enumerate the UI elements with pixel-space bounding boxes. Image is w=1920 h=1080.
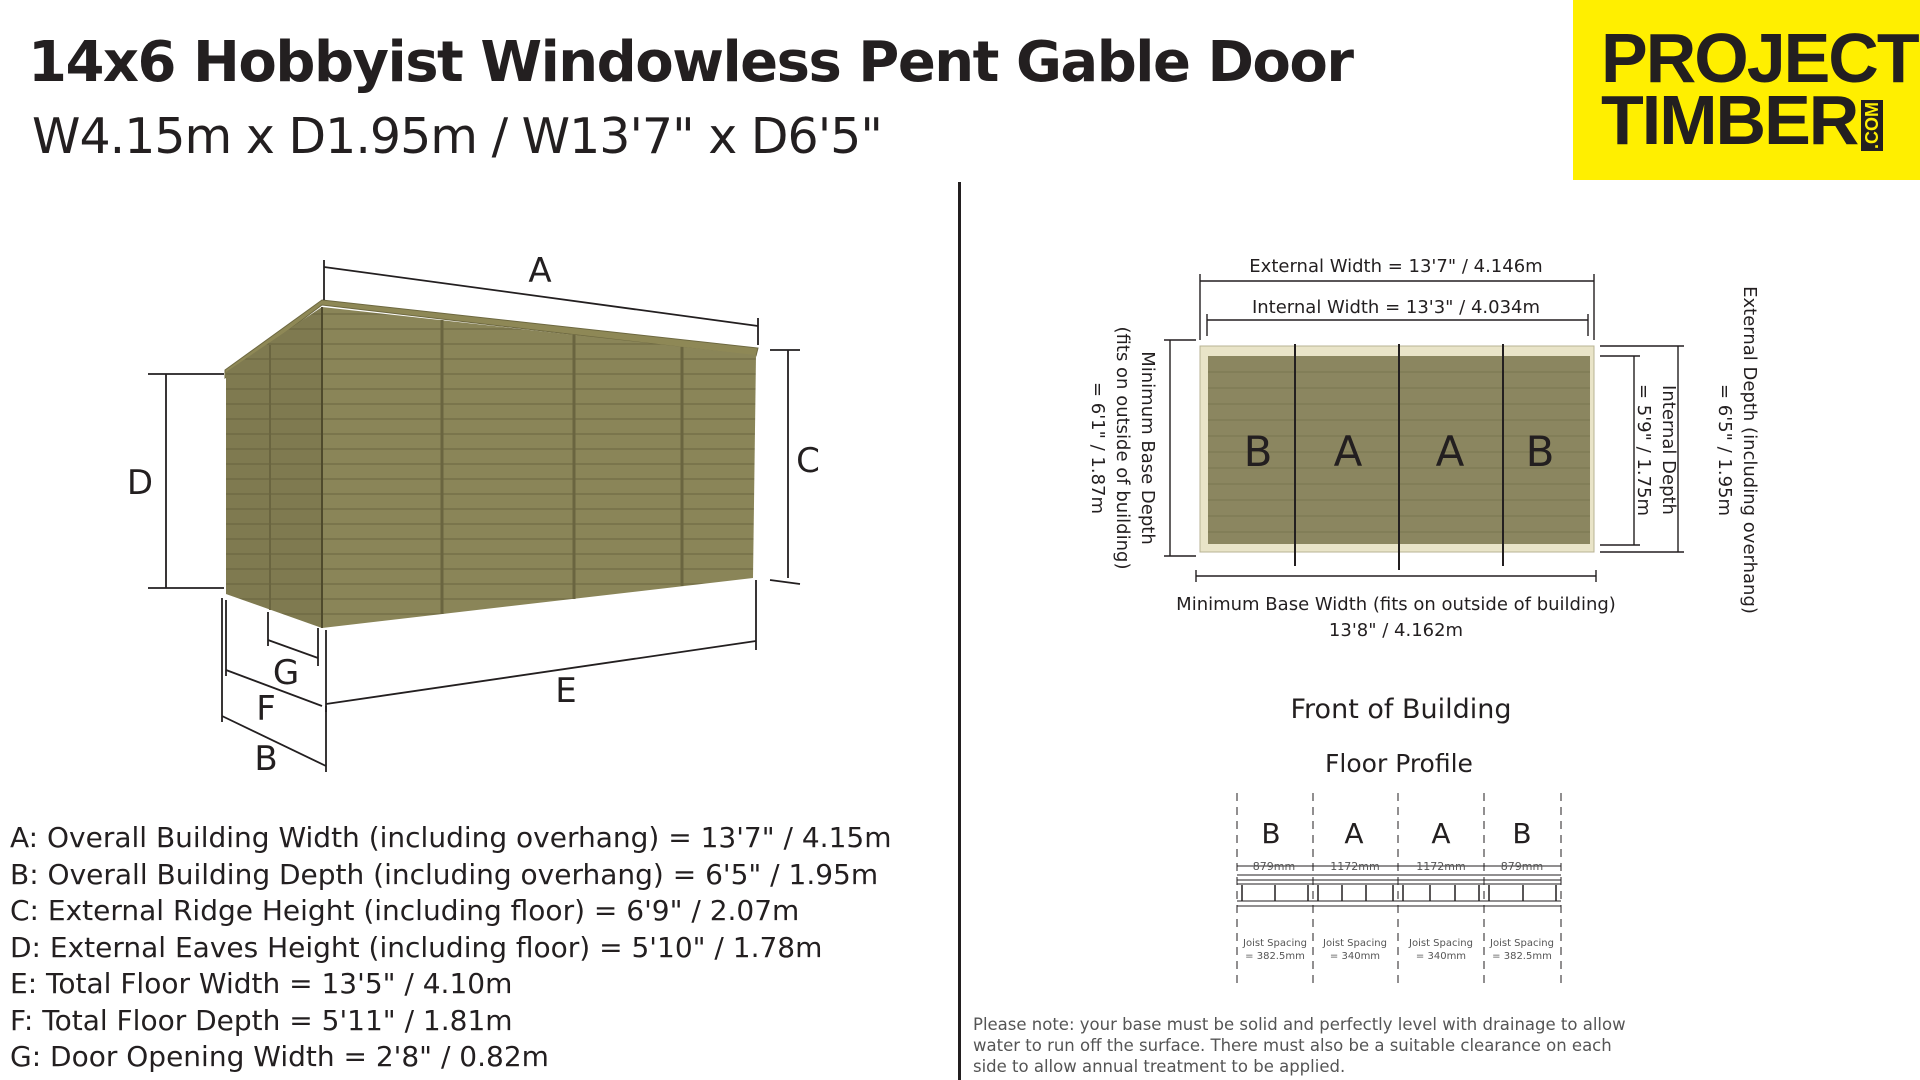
label-g: G	[272, 653, 300, 693]
plan-section-4: B	[1525, 427, 1555, 476]
external-depth-value: = 6'5" / 1.95m	[1714, 383, 1735, 517]
label-e: E	[555, 671, 577, 711]
spec-g: G: Door Opening Width = 2'8" / 0.82m	[10, 1040, 549, 1073]
label-b: B	[254, 739, 278, 779]
logo-line1: PROJECT	[1601, 19, 1918, 97]
profile-section-4-label: B	[1512, 817, 1532, 850]
page-subtitle: W4.15m x D1.95m / W13'7" x D6'5"	[32, 108, 882, 165]
label-c: C	[796, 441, 820, 481]
profile-section-2-size: 1172mm	[1330, 860, 1380, 873]
min-base-width-value: 13'8" / 4.162m	[1328, 620, 1464, 641]
profile-section-3-size: 1172mm	[1416, 860, 1466, 873]
spec-c: C: External Ridge Height (including floor) = 6'9" / 2.07m	[10, 894, 800, 927]
base-note: Please note: your base must be solid and perfectly level with drainage to allow water to run off the surface. There must also be a suitable clearance on each side to allow annual treatment to be applied.	[973, 1015, 1626, 1076]
spec-list	[10, 820, 891, 1076]
plan-section-3: A	[1435, 427, 1465, 476]
internal-depth-value: = 5'9" / 1.75m	[1633, 383, 1654, 517]
logo-suffix: .COM	[1862, 102, 1882, 149]
min-base-width-label: Minimum Base Width (fits on outside of building)	[1176, 594, 1616, 615]
external-width-label: External Width = 13'7" / 4.146m	[1249, 256, 1543, 277]
profile-section-4-size: 879mm	[1500, 860, 1544, 873]
profile-section-3-joist-value: = 340mm	[1415, 951, 1467, 962]
profile-section-3-label: A	[1431, 817, 1451, 850]
profile-section-4-joist-value: = 382.5mm	[1492, 951, 1552, 962]
page-title: 14x6 Hobbyist Windowless Pent Gable Door	[28, 30, 1353, 95]
profile-section-4-joist: Joist Spacing	[1490, 938, 1554, 949]
plan-view	[1087, 250, 1790, 650]
internal-width-label: Internal Width = 13'3" / 4.034m	[1251, 297, 1541, 318]
spec-e: E: Total Floor Width = 13'5" / 4.10m	[10, 967, 513, 1000]
plan-section-2: A	[1333, 427, 1363, 476]
profile-section-2-joist: Joist Spacing	[1323, 938, 1387, 949]
min-base-depth-value: = 6'1" / 1.87m	[1087, 381, 1108, 515]
vertical-divider	[958, 182, 961, 1080]
profile-section-1-size: 879mm	[1252, 860, 1296, 873]
spec-b: B: Overall Building Depth (including overhang) = 6'5" / 1.95m	[10, 857, 879, 891]
label-d: D	[126, 463, 154, 503]
spec-f: F: Total Floor Depth = 5'11" / 1.81m	[10, 1003, 513, 1037]
label-f: F	[256, 689, 276, 729]
floor-profile	[1200, 680, 1600, 1000]
internal-depth-label: Internal Depth	[1658, 385, 1679, 515]
spec-a: A: Overall Building Width (including overhang) = 13'7" / 4.15m	[10, 821, 892, 854]
external-depth-label: External Depth (including overhang)	[1739, 286, 1760, 614]
profile-section-2-joist-value: = 340mm	[1329, 951, 1381, 962]
project-timber-logo[interactable]	[1573, 0, 1920, 180]
floor-profile-title: Floor Profile	[1325, 749, 1473, 778]
label-a: A	[528, 251, 552, 291]
shed-front-face	[322, 307, 756, 628]
profile-section-1-label: B	[1261, 817, 1281, 850]
front-of-building-label: Front of Building	[1290, 694, 1512, 725]
min-base-depth-label: Minimum Base Depth	[1137, 351, 1158, 545]
logo-line2: TIMBER	[1601, 81, 1858, 159]
profile-section-3-joist: Joist Spacing	[1409, 938, 1473, 949]
shed-illustration	[110, 240, 830, 780]
profile-section-2-label: A	[1344, 817, 1364, 850]
spec-d: D: External Eaves Height (including floor) = 5'10" / 1.78m	[10, 930, 823, 964]
plan-section-1: B	[1243, 427, 1273, 476]
min-base-depth-label-2: (fits on outside of building)	[1112, 326, 1133, 570]
profile-section-1-joist-value: = 382.5mm	[1245, 951, 1305, 962]
profile-section-1-joist: Joist Spacing	[1243, 938, 1307, 949]
